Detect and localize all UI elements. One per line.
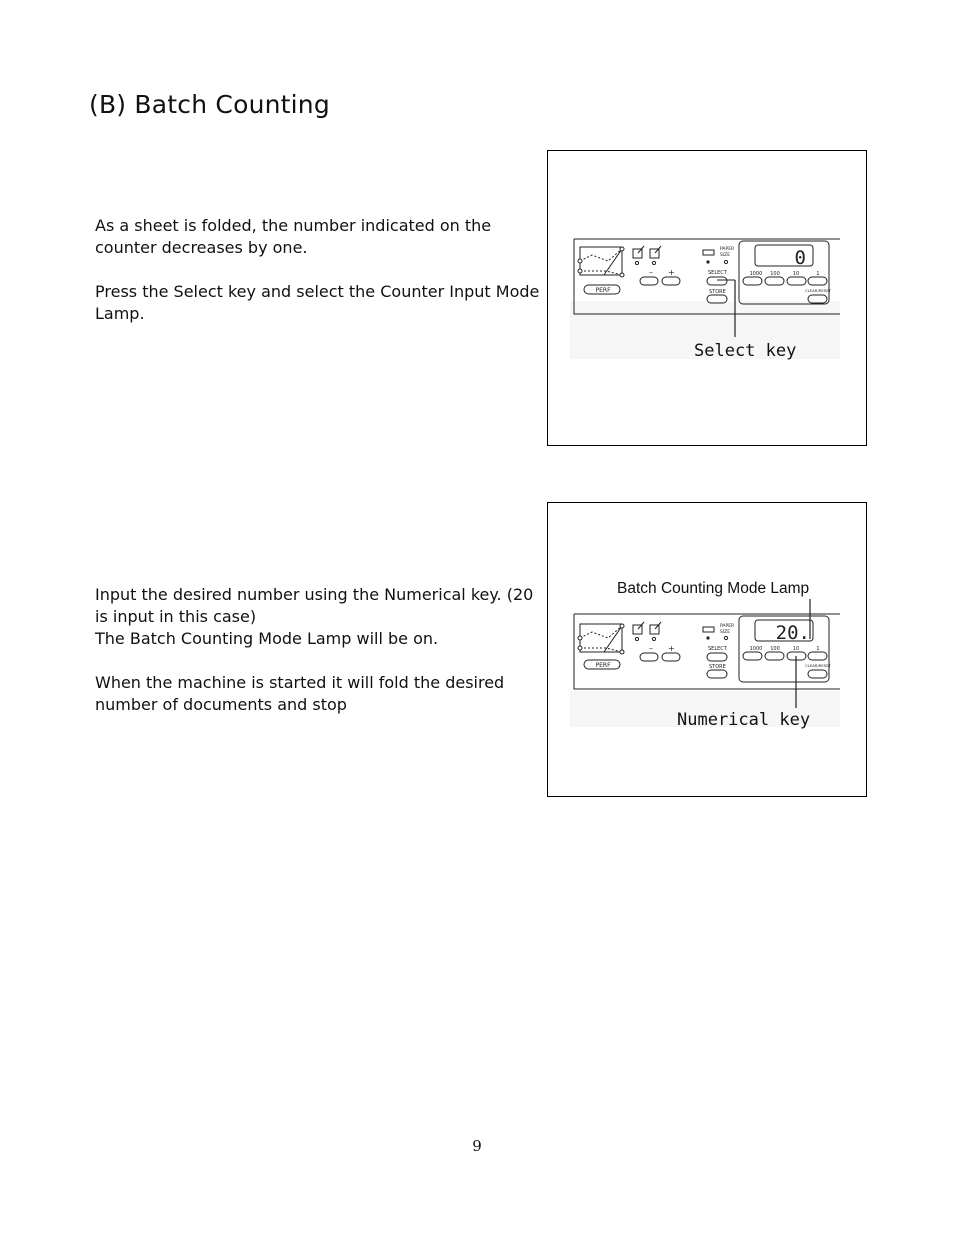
minus-label: –: [649, 644, 653, 653]
key-1-button[interactable]: [808, 277, 827, 285]
select-key-callout: Select key: [694, 341, 797, 361]
key-label-1000: 1000: [749, 271, 763, 277]
key-1000-button[interactable]: [743, 652, 762, 660]
key-label-10: 10: [792, 646, 800, 652]
select-label: SELECT: [708, 270, 727, 276]
perf-label: PERF: [595, 287, 611, 294]
key-100-button[interactable]: [765, 652, 784, 660]
key-label-10: 10: [792, 271, 800, 277]
paragraph-input-number: Input the desired number using the Numerical key. (20 is input in this case): [95, 585, 534, 626]
key-label-1000: 1000: [749, 646, 763, 652]
paper-size-label-line2: SIZE: [720, 630, 731, 635]
counter-display-value: 0: [794, 247, 806, 269]
key-1000-button[interactable]: [743, 277, 762, 285]
key-100-button[interactable]: [765, 277, 784, 285]
paragraph-press-select: Press the Select key and select the Counter Input Mode Lamp.: [95, 282, 540, 323]
paper-size-label-line2: SIZE: [720, 253, 731, 258]
store-label: STORE: [709, 664, 726, 670]
plus-button[interactable]: [662, 277, 680, 285]
page-title: (B) Batch Counting: [89, 90, 330, 119]
clear-reset-label: CLEAR/RESET: [805, 288, 831, 293]
control-panel-diagram-2: [548, 503, 866, 796]
select-label: SELECT: [708, 646, 727, 652]
counter-display-value: 20.: [775, 622, 810, 644]
key-10-button[interactable]: [787, 277, 806, 285]
minus-label: –: [649, 268, 653, 277]
select-button[interactable]: [707, 653, 727, 661]
key-label-1: 1: [816, 271, 820, 277]
minus-button[interactable]: [640, 653, 658, 661]
store-button[interactable]: [707, 670, 727, 678]
key-label-1: 1: [816, 646, 820, 652]
minus-button[interactable]: [640, 277, 658, 285]
paper-size-label-line1: PAPER: [720, 247, 735, 252]
figure-numerical-key: [547, 502, 867, 797]
paragraph-mode-lamp-on: The Batch Counting Mode Lamp will be on.: [95, 629, 439, 648]
plus-button[interactable]: [662, 653, 680, 661]
sheet-icons: [633, 246, 661, 265]
key-label-100: 100: [770, 271, 780, 277]
batch-counting-mode-lamp-callout: Batch Counting Mode Lamp: [617, 580, 810, 597]
numerical-key-callout: Numerical key: [677, 710, 811, 730]
plus-label: +: [668, 644, 675, 653]
sheet-icons: [633, 622, 661, 641]
paragraph-folding-counter: As a sheet is folded, the number indicated on the counter decreases by one.: [95, 216, 492, 257]
key-label-100: 100: [770, 646, 780, 652]
clear-reset-button[interactable]: [808, 670, 827, 678]
key-1-button[interactable]: [808, 652, 827, 660]
fold-diagram-icon: [578, 624, 624, 654]
page-number: 9: [472, 1137, 482, 1155]
figure-select-key: [547, 150, 867, 446]
clear-reset-label: CLEAR/RESET: [805, 663, 831, 668]
paper-size-label-line1: PAPER: [720, 624, 735, 629]
paragraph-machine-start: When the machine is started it will fold the desired number of documents and stop: [95, 673, 505, 714]
select-button[interactable]: [707, 277, 727, 285]
store-label: STORE: [709, 289, 726, 295]
perf-label: PERF: [595, 662, 611, 669]
plus-label: +: [668, 268, 675, 277]
fold-diagram-icon: [578, 247, 624, 277]
control-panel-diagram-1: [548, 151, 866, 445]
